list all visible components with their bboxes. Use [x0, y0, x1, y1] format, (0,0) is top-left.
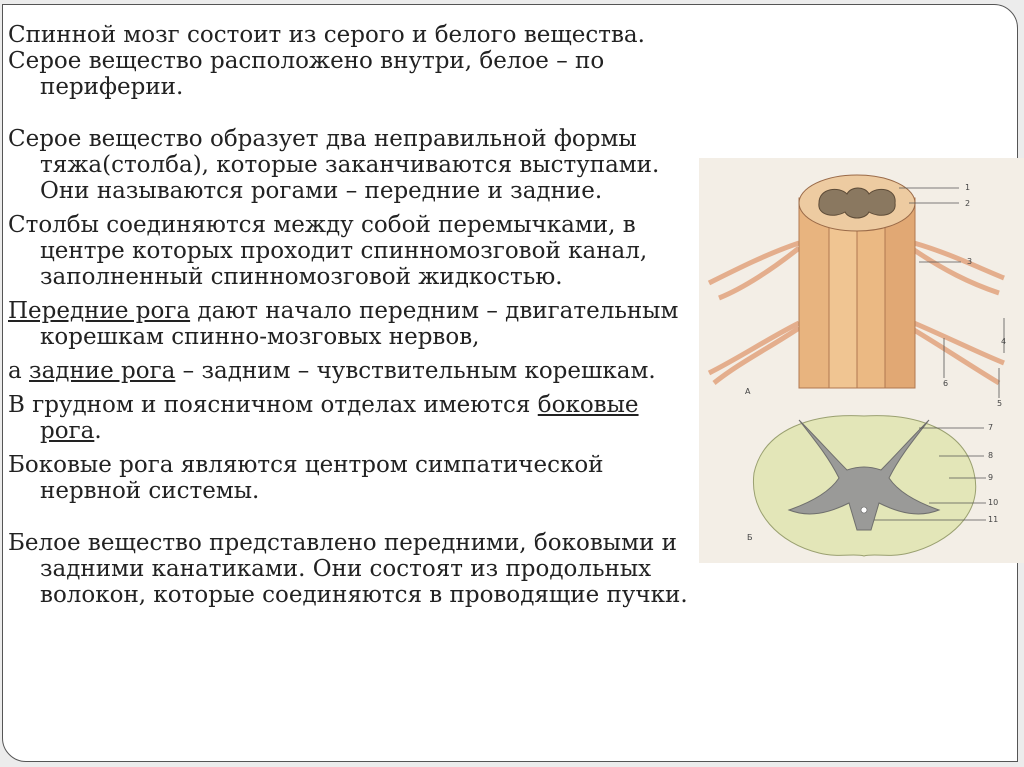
paragraph-columns — [8, 126, 693, 204]
text-segment: Белое вещество представлено передними, боковыми и задними канатиками. Они состоят из продольных волокон, которые соединяются в проводящие пучки. — [8, 530, 688, 608]
spinal-cord-drawing — [699, 158, 1024, 563]
paragraph-canal — [8, 212, 693, 290]
label-6: 6 — [943, 379, 949, 388]
underlined-term: боковые рога — [40, 392, 639, 444]
text-segment: Спинной мозг состоит из серого и белого вещества. — [8, 22, 645, 48]
label-5: 5 — [997, 399, 1003, 408]
underlined-term: Передние рога — [8, 298, 191, 324]
text-segment: дают начало передним – двигательным корешкам спинно-мозговых нервов, — [40, 298, 679, 350]
text-segment: – задним – чувствительным корешкам. — [175, 358, 656, 384]
label-10: 10 — [988, 498, 999, 507]
text-block — [8, 22, 693, 608]
paragraph-location — [8, 48, 693, 100]
paragraph-anterior-horns — [8, 298, 693, 350]
label-11: 11 — [988, 515, 999, 524]
paragraph-gray-white-matter — [8, 22, 693, 48]
label-4: 4 — [1001, 337, 1007, 346]
label-1: 1 — [965, 183, 971, 192]
label-7: 7 — [988, 423, 994, 432]
panel-b-label: Б — [747, 533, 753, 542]
cross-section — [753, 416, 975, 556]
text-segment: Столбы соединяются между собой перемычками, в центре которых проходит спинномозговой канал, заполненный спинномозговой жидкостью. — [8, 212, 648, 290]
underlined-term: задние рога — [29, 358, 176, 384]
text-segment: Серое вещество образует два неправильной формы тяжа(столба), которые заканчиваются выступами. Они называются рогами – передние и задние. — [8, 126, 660, 204]
text-segment: а — [8, 358, 30, 384]
label-8: 8 — [988, 451, 994, 460]
panel-a-label: А — [745, 387, 751, 396]
label-2: 2 — [965, 199, 971, 208]
text-segment: Серое вещество расположено внутри, белое – по периферии. — [8, 48, 605, 100]
paragraph-lateral-horns — [8, 392, 693, 444]
paragraph-posterior-horns — [8, 358, 693, 384]
text-segment: . — [94, 418, 102, 444]
label-9: 9 — [988, 473, 994, 482]
label-3: 3 — [967, 257, 973, 266]
text-segment: Боковые рога являются центром симпатической нервной системы. — [8, 452, 604, 504]
paragraph-white-matter — [8, 530, 693, 608]
paragraph-sympathetic — [8, 452, 693, 504]
spinal-cord-illustration — [699, 158, 1024, 563]
text-segment: В грудном и поясничном отделах имеются — [8, 392, 538, 418]
